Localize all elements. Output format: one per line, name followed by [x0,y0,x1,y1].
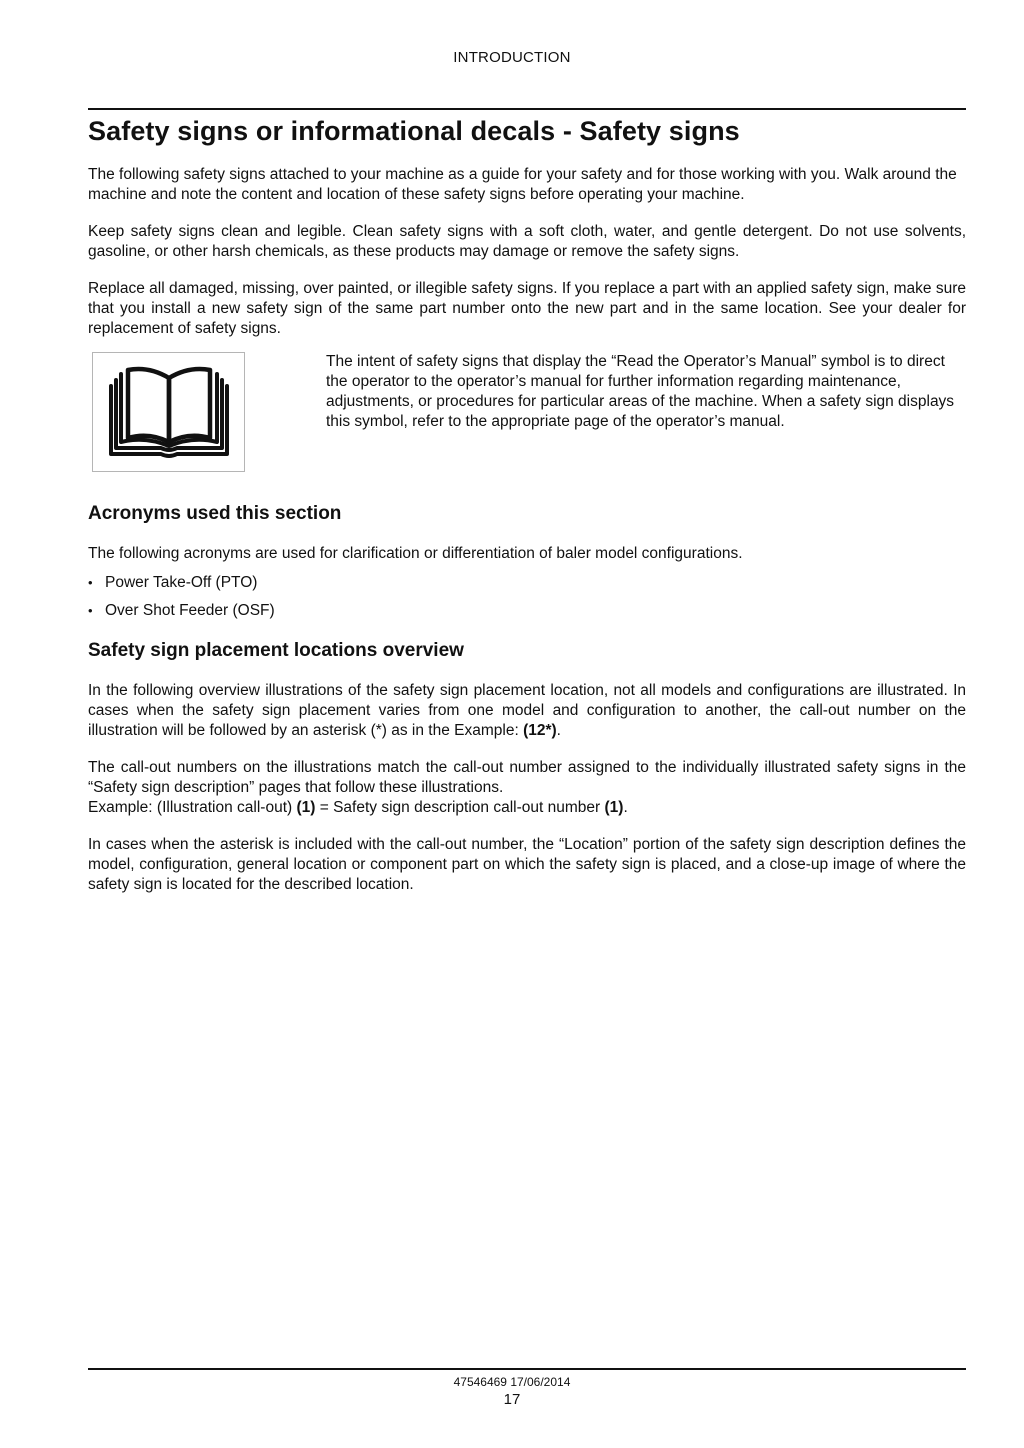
manual-symbol-text: The intent of safety signs that display the “Read the Operator’s Manual” symbol is to direct the operator to the operator’s manual for further information regarding maintenance, adjustments, or procedures for particular areas of the machine. When a safety sign displays this symbol, refer to the appropriate page of the operator’s manual. [326,353,955,430]
placement-paragraph-2 [88,758,966,818]
list-item [88,573,966,593]
acronym-item-label: Power Take-Off (PTO) [105,574,258,591]
page-content [88,114,966,912]
placement-paragraph-3: In cases when the asterisk is included with the call-out number, the “Location” portion of the safety sign description defines the model, configuration, general location or component part on which the safety sign is placed, and a close-up image of where the safety sign is located for the described location. [88,836,966,893]
placement-p2-example-b: = Safety sign description call-out number [315,799,605,816]
header-rule [88,108,966,110]
running-header: INTRODUCTION [453,49,571,66]
bullet-icon: • [88,575,93,590]
open-book-icon [105,362,233,462]
intro-paragraph-1: The following safety signs attached to your machine as a guide for your safety and for those working with you. Walk around the machine and note the content and location of these safety signs before operating your machine. [88,166,957,203]
placement-p2-example-a: Example: (Illustration call-out) [88,799,297,816]
manual-figure [92,352,245,472]
footer-rule [88,1368,966,1370]
acronyms-heading: Acronyms used this section [88,503,342,524]
acronyms-intro: The following acronyms are used for clarification or differentiation of baler model configurations. [88,545,743,562]
example-callout: (12*) [523,722,557,739]
page-number: 17 [503,1391,521,1408]
placement-p2-example-end: . [623,799,628,816]
intro-paragraph-2: Keep safety signs clean and legible. Clean safety signs with a soft cloth, water, and gentle detergent. Do not use solvents, gasoline, or other harsh chemicals, as these products may damage or remove the safety signs. [88,223,966,260]
placement-heading: Safety sign placement locations overview [88,640,464,661]
placement-p1-text: In the following overview illustrations of the safety sign placement location, not all models and configurations are illustrated. In cases when the safety sign placement varies from one model and configuration to another, the call-out number on the illustration will be followed by an asterisk (*) as in the Example: [88,682,966,739]
document-code: 47546469 17/06/2014 [453,1375,571,1389]
acronym-item-label: Over Shot Feeder (OSF) [105,602,275,619]
placement-p1-end: . [556,722,561,739]
placement-p2-text: The call-out numbers on the illustrations match the call-out number assigned to the individually illustrated safety signs in the “Safety sign description” pages that follow these illustrations. [88,759,966,796]
page-title: Safety signs or informational decals - Safety signs [88,116,740,146]
description-callout: (1) [604,799,624,816]
acronym-list [88,573,966,621]
manual-symbol-block [88,352,966,472]
placement-paragraph-1 [88,681,966,741]
intro-paragraph-3: Replace all damaged, missing, over painted, or illegible safety signs. If you replace a part with an applied safety sign, make sure that you install a new safety sign of the same part number onto the new part and in the same location. See your dealer for replacement of safety signs. [88,280,966,337]
list-item [88,601,966,621]
bullet-icon: • [88,603,93,618]
illustration-callout: (1) [296,799,316,816]
